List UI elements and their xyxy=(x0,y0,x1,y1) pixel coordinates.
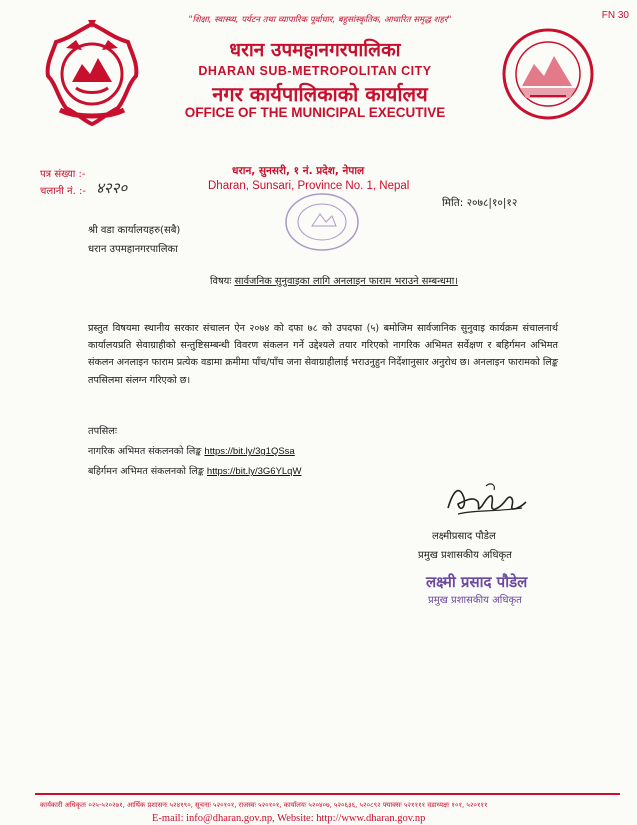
survey-link-row xyxy=(88,444,295,457)
subject-line xyxy=(210,274,458,287)
signatory-stamp-title: प्रमुख प्रशासकीय अधिकृत xyxy=(428,595,522,606)
link-label: बहिर्गमन अभिमत संकलनको लिङ्क xyxy=(88,466,204,477)
city-name-english: DHARAN SUB-METROPOLITAN CITY xyxy=(198,64,432,78)
exit-survey-link-row xyxy=(88,464,301,477)
subject-label: विषयः xyxy=(210,276,232,287)
office-name-english: OFFICE OF THE MUNICIPAL EXECUTIVE xyxy=(184,105,446,120)
recipient-line-2: धरान उपमहानगरपालिका xyxy=(88,244,178,255)
address-english: Dharan, Sunsari, Province No. 1, Nepal xyxy=(208,180,410,192)
signatory-name: लक्ष्मीप्रसाद पौडेल xyxy=(432,531,496,542)
exit-survey-link[interactable]: https://bit.ly/3G6YLqW xyxy=(206,466,302,477)
link-label: नागरिक अभिमत संकलनको लिङ्क xyxy=(88,446,202,457)
recipient-line-1: श्री वडा कार्यालयहरु(सबै) xyxy=(88,225,181,236)
subject-text: सार्वजनिक सुनुवाइका लागि अनलाइन फाराम भराउने सम्बन्धमा। xyxy=(234,276,458,287)
form-number: FN 30 xyxy=(601,10,629,21)
signatory-title: प्रमुख प्रशासकीय अधिकृत xyxy=(418,550,512,561)
signatory-stamp-name: लक्ष्मी प्रसाद पौडेल xyxy=(426,573,528,591)
handwritten-signature xyxy=(430,478,540,522)
nepal-emblem-logo xyxy=(36,18,148,130)
office-name-nepali: नगर कार्यपालिकाको कार्यालय xyxy=(212,82,428,106)
letter-number-label: पत्र संख्या :- xyxy=(40,169,86,180)
footer-email-website: E-mail: info@dharan.gov.np, Website: http://www.dharan.gov.np xyxy=(152,813,426,824)
city-name-nepali: धरान उपमहानगरपालिका xyxy=(229,39,401,61)
letter-body: प्रस्तुत विषयमा स्थानीय सरकार संचालन ऐन २०७४ को दफा ७८ को उपदफा (५) बमोजिम सार्वजानिक सुनुवाइ कार्यक्रम संचालनार्थ कार्यालयप्रति सेवाग्राहीको सन्तुष्टिसम्बन्धी विवरण संकलन गर्ने उद्देश्यले तयार गरिएको नागरिक अभिमत सर्वेक्षण र बहिर्गमन अभिमत संकलन अनलाइन फाराम प्रत्येक वडामा क्रमीमा पाँच/पाँच जना सेवाग्राहीलाई भराउनुहुन निर्देशानुसार अनुरोध छ। अनलाइन फारामको लिङ्क तपसिलमा संलग्न गरिएको छ। xyxy=(88,323,558,386)
municipality-motto: "शिक्षा, स्वास्थ्य, पर्यटन तथा व्यापारिक पूर्वाधार, बहुसांस्कृतिक, आधारित समृद्ध शहर" xyxy=(188,15,452,25)
dispatch-number-handwritten: ४२२० xyxy=(96,179,128,197)
footer-contacts: कार्यकारी अधिकृतः ०२५-५२०२७१, आर्थिक प्रशासनः ५२४१९०, सूचनाः ५२०१०१, राजस्वः ५२०१०१, कार्यालयः ५२०४०७, ५२०६३६, ५२०८९२ फ्याक्सः ५२११११ वडाध्यक्षः १०१, ५२०१११ xyxy=(40,801,488,809)
dispatch-number-label: चलानी नं. :- xyxy=(40,186,86,197)
annex-title: तपसिलः xyxy=(88,426,117,437)
citizen-survey-link[interactable]: https://bit.ly/3g1QSsa xyxy=(204,446,295,457)
letter-date: मिति: २०७८|१०|१२ xyxy=(442,197,518,209)
municipal-seal-logo xyxy=(500,26,596,122)
footer-divider xyxy=(35,793,620,795)
address-nepali: धरान, सुनसरी, १ नं. प्रदेश, नेपाल xyxy=(232,165,365,177)
office-stamp xyxy=(272,192,372,262)
